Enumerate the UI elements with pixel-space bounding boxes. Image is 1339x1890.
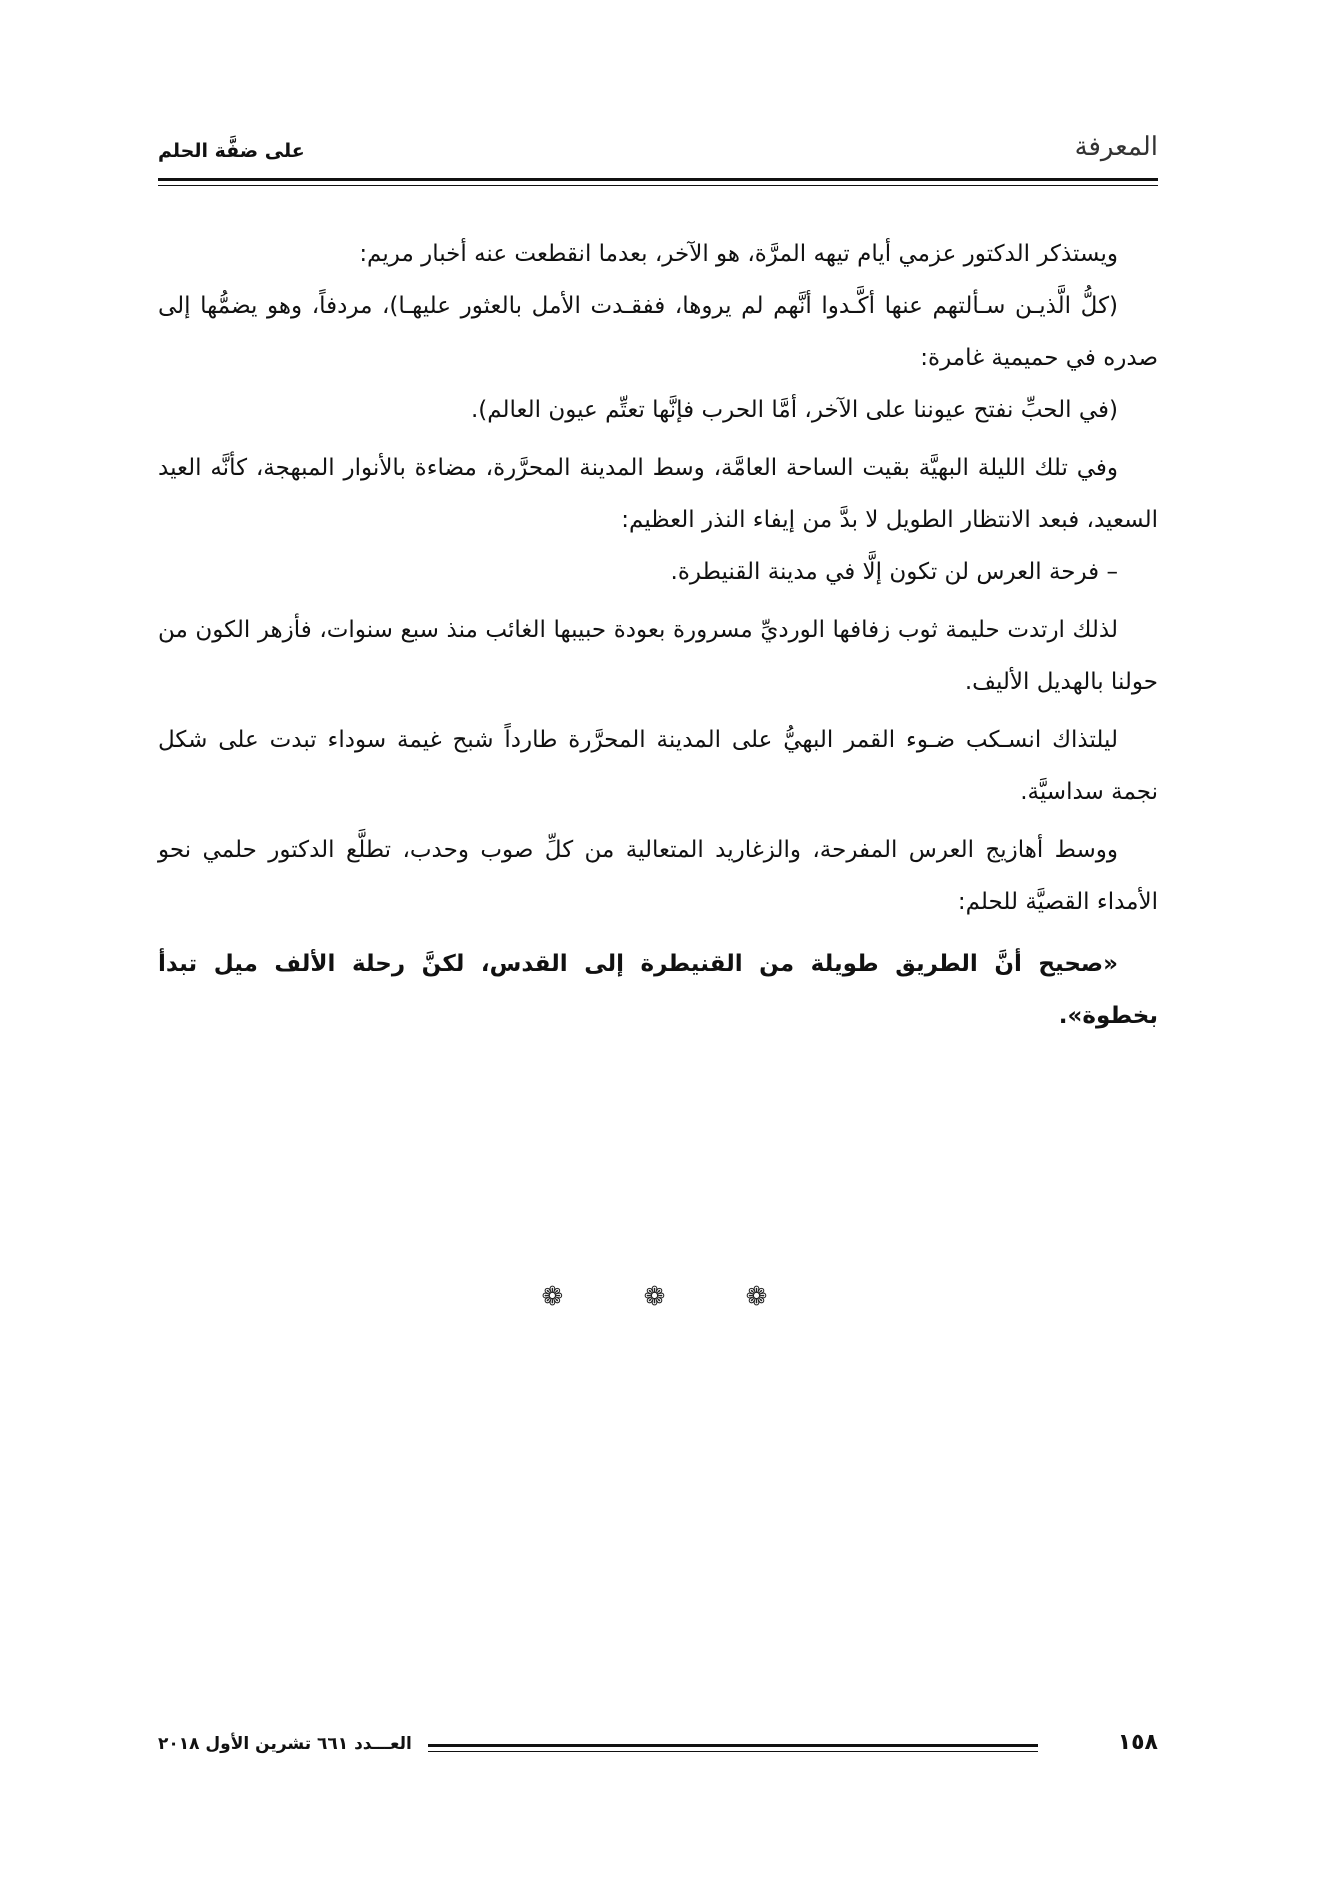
header-rule <box>158 178 1158 181</box>
paragraph: لذلك ارتدت حليمة ثوب زفافها الورديِّ مسرورة بعودة حبيبها الغائب منذ سبع سنوات، فأزهر الكون من حولنا بالهديل الأليف. <box>158 617 1158 695</box>
paragraph: ليلتذاك انسـكب ضـوء القمر البهيُّ على المدينة المحرَّرة طارداً شبح غيمة سوداء تبدت على شكل نجمة سداسيَّة. <box>158 727 1158 805</box>
flower-ornament-icon: ❁ <box>643 1282 696 1312</box>
flower-ornament-icon: ❁ <box>541 1282 594 1312</box>
flower-ornament-icon: ❁ <box>745 1282 798 1312</box>
issue-info: العـــدد ٦٦١ تشرين الأول ٢٠١٨ <box>158 1734 412 1754</box>
paragraph: ويستذكر الدكتور عزمي أيام تيهه المرَّة، هو الآخر، بعدما انقطعت عنه أخبار مريم: <box>359 241 1118 267</box>
header-rule-thin <box>158 185 1158 186</box>
running-title: على ضفَّة الحلم <box>158 140 305 162</box>
page-footer <box>158 1730 1158 1760</box>
closing-quote: «صحيح أنَّ الطريق طويلة من القنيطرة إلى القدس، لكنَّ رحلة الألف ميل تبدأ بخطوة». <box>158 951 1158 1029</box>
article-body <box>158 228 1158 1042</box>
paragraph: ووسط أهازيج العرس المفرحة، والزغاريد المتعالية من كلِّ صوب وحدب، تطلَّع الدكتور حلمي نحو الأمداء القصيَّة للحلم: <box>158 837 1158 915</box>
page-header <box>158 128 1158 168</box>
paragraph: وفي تلك الليلة البهيَّة بقيت الساحة العامَّة، وسط المدينة المحرَّرة، مضاءة بالأنوار المبهجة، كأنَّه العيد السعيد، فبعد الانتظار الطويل لا بدَّ من إيفاء النذر العظيم: <box>158 455 1158 533</box>
footer-rule-thin <box>428 1751 1038 1752</box>
section-ornament <box>0 1282 1339 1312</box>
page-number: ١٥٨ <box>1117 1730 1158 1755</box>
paragraph: (في الحبِّ نفتح عيوننا على الآخر، أمَّا الحرب فإنَّها تعتِّم عيون العالم). <box>470 397 1118 423</box>
paragraph: (كلُّ الَّذيـن سـألتهم عنها أكَّـدوا أنَّهم لم يروها، ففقـدت الأمل بالعثور عليهـا)، مردفاً، وهو يضمُّها إلى صدره في حميمية غامرة: <box>158 293 1158 371</box>
journal-logo: المعرفة <box>1074 132 1158 162</box>
footer-rule <box>428 1744 1038 1747</box>
paragraph: – فرحة العرس لن تكون إلَّا في مدينة القنيطرة. <box>670 559 1118 585</box>
